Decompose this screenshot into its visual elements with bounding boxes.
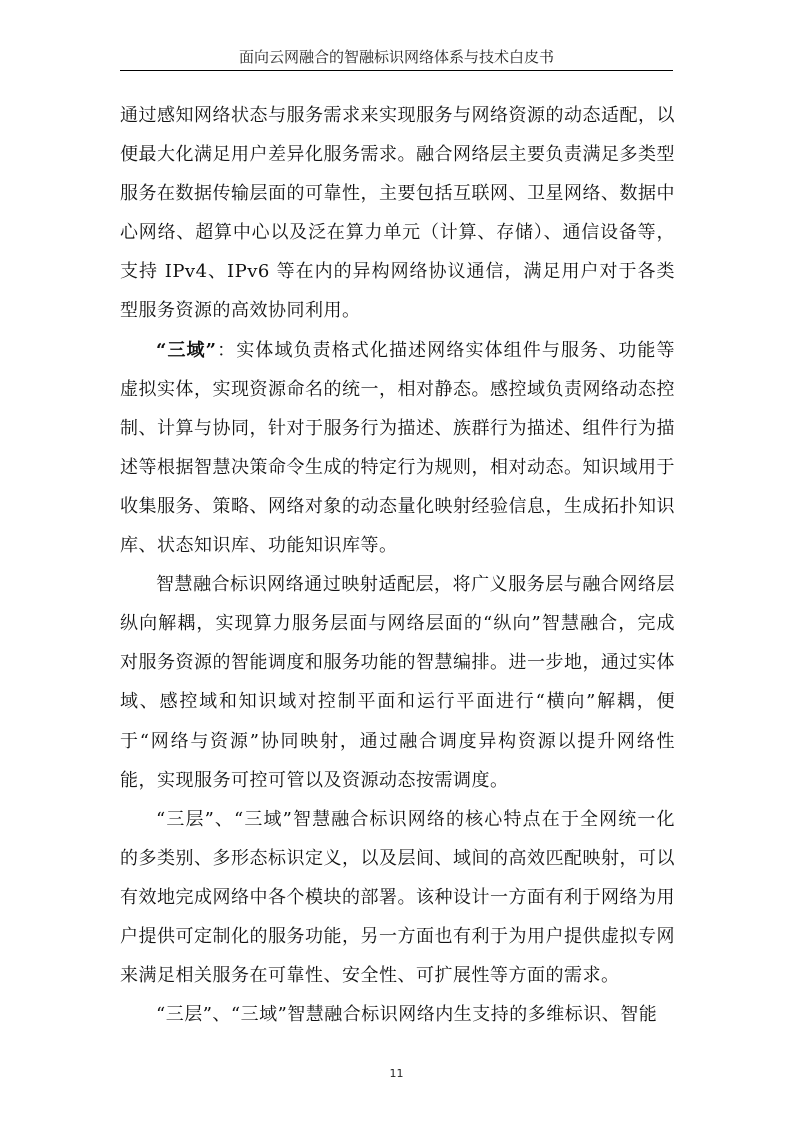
paragraph-2-text: ：实体域负责格式化描述网络实体组件与服务、功能等虚拟实体，实现资源命名的统一，相对静态。感控域负责网络动态控制、计算与协同，针对于服务行为描述、族群行为描述、组件行为描述等根据智慧决策命令生成的特定行为规则，相对动态。知识域用于收集服务、策略、网络对象的动态量化映射经验信息，生成拓扑知识库、状态知识库、功能知识库等。 bbox=[120, 339, 676, 557]
running-header bbox=[120, 44, 673, 71]
paragraph-2 bbox=[120, 331, 675, 566]
document-title: 面向云网融合的智融标识网络体系与技术白皮书 bbox=[238, 48, 554, 66]
paragraph-1: 通过感知网络状态与服务需求来实现服务与网络资源的动态适配，以便最大化满足用户差异化服务需求。融合网络层主要负责满足多类型服务在数据传输层面的可靠性，主要包括互联网、卫星网络、数据中心网络、超算中心以及泛在算力单元（计算、存储）、通信设备等，支持 IPv4、IPv6 等在内的异构网络协议通信，满足用户对于各类型服务资源的高效协同利用。 bbox=[120, 105, 675, 322]
page-number: 11 bbox=[389, 1067, 404, 1080]
three-domains-lead: “三域” bbox=[156, 339, 217, 361]
paragraph-5: “三层”、“三域”智慧融合标识网络内生支持的多维标识、智能 bbox=[156, 1004, 658, 1026]
paragraph-3: 智慧融合标识网络通过映射适配层，将广义服务层与融合网络层纵向解耦，实现算力服务层面与网络层面的“纵向”智慧融合，完成对服务资源的智能调度和服务功能的智慧编排。进一步地，通过实体域、感控域和知识域对控制平面和运行平面进行“横向”解耦，便于“网络与资源”协同映射，通过融合调度异构资源以提升网络性能，实现服务可控可管以及资源动态按需调度。 bbox=[120, 574, 675, 791]
paragraph-4: “三层”、“三域”智慧融合标识网络的核心特点在于全网统一化的多类别、多形态标识定义，以及层间、域间的高效匹配映射，可以有效地完成网络中各个模块的部署。该种设计一方面有利于网络为用户提供可定制化的服务功能，另一方面也有利于为用户提供虚拟专网来满足相关服务在可靠性、安全性、可扩展性等方面的需求。 bbox=[120, 808, 675, 987]
body-text bbox=[120, 96, 675, 1034]
